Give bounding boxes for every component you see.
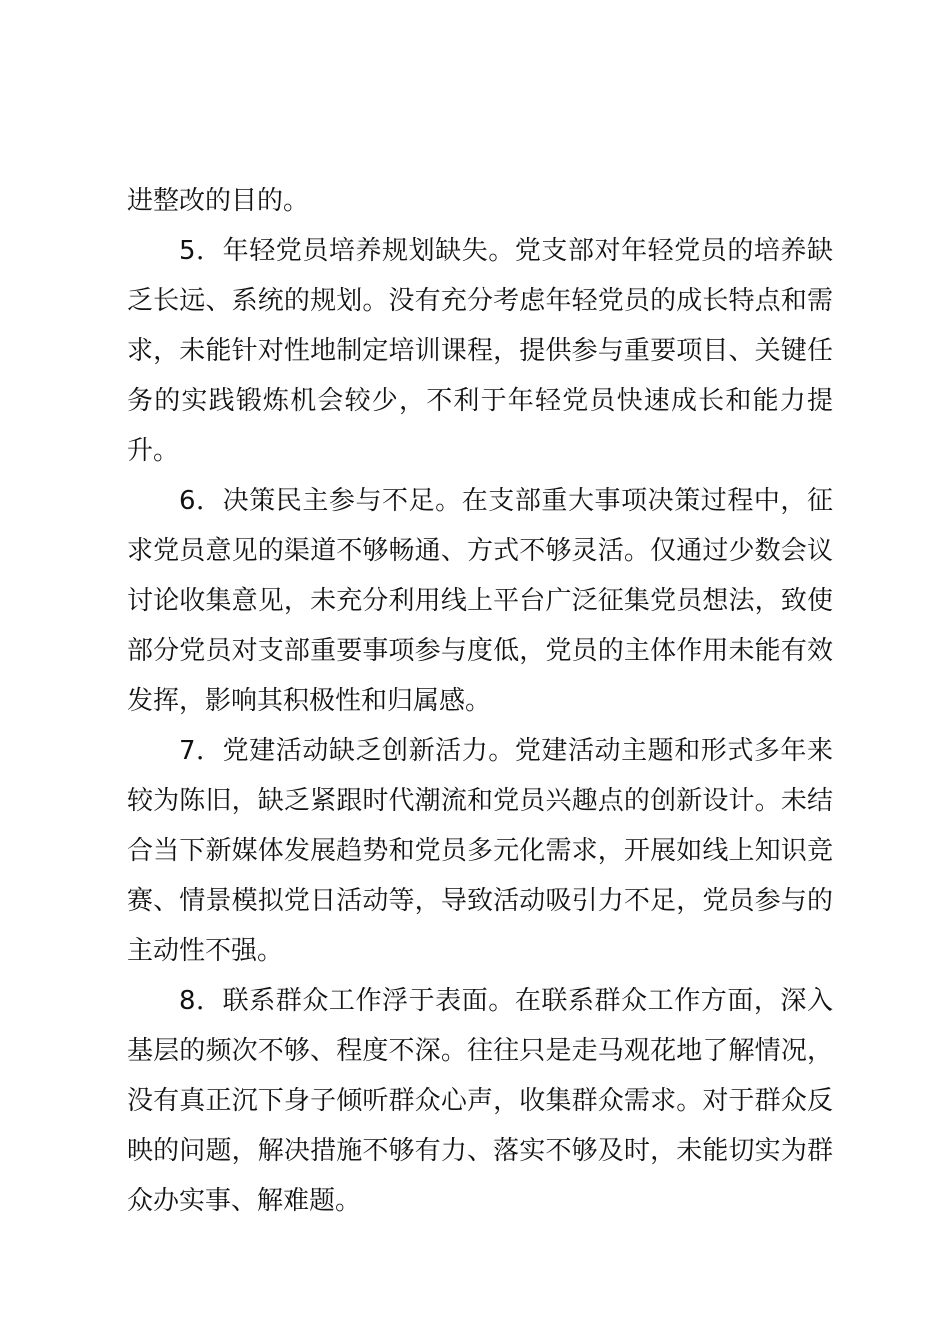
paragraph-item-6: 6．决策民主参与不足。在支部重大事项决策过程中，征求党员意见的渠道不够畅通、方式不够灵活。仅通过少数会议讨论收集意见，未充分利用线上平台广泛征集党员想法，致使部分党员对支部重要事项参与度低，党员的主体作用未能有效发挥，影响其积极性和归属感。 bbox=[127, 486, 833, 716]
paragraph-item-8: 8．联系群众工作浮于表面。在联系群众工作方面，深入基层的频次不够、程度不深。往往只是走马观花地了解情况，没有真正沉下身子倾听群众心声，收集群众需求。对于群众反映的问题，解决措施不够有力、落实不够及时，未能切实为群众办实事、解难题。 bbox=[127, 986, 833, 1216]
document-body bbox=[127, 176, 833, 1226]
paragraph-item-7: 7．党建活动缺乏创新活力。党建活动主题和形式多年来较为陈旧，缺乏紧跟时代潮流和党员兴趣点的创新设计。未结合当下新媒体发展趋势和党员多元化需求，开展如线上知识竞赛、情景模拟党日活动等，导致活动吸引力不足，党员参与的主动性不强。 bbox=[127, 736, 833, 966]
paragraph-item-5: 5．年轻党员培养规划缺失。党支部对年轻党员的培养缺乏长远、系统的规划。没有充分考虑年轻党员的成长特点和需求，未能针对性地制定培训课程，提供参与重要项目、关键任务的实践锻炼机会较少，不利于年轻党员快速成长和能力提升。 bbox=[127, 236, 833, 466]
paragraph-continuation: 进整改的目的。 bbox=[127, 186, 310, 216]
